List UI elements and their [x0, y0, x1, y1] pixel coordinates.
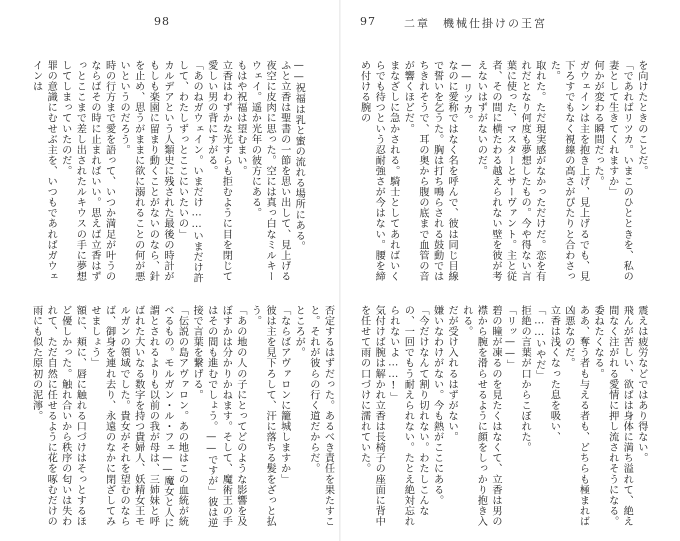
left-upper-text: ——祝福は乳と蜜の流れる場所にある。 ふと立香は聖書の一節を思い出して、見上げる夜空に皮肉に思った。空には真っ白なミルキーウェイ。遥か光年の彼方にある。 もはや祝福は望むまい。 立香はわずかな光すらも拒むように目を閉じて愛しい男の背にすがる。 「あのねガウェイン。いまだけ……いまだけ許して、わたしずっとここにいたいの」 カルデアという人類史に残された最後の時計がもしも楽園に留まり動くことがないのなら、針を止め、思うがままに欲に溺れることの何が悪いというのだろう。 時の行方まで愛を語って、いつか満足が叶うのならばその時に止まればいい。思えば立香はずっとここまで差し出されたルキウスの手に夢想してしまっていたのだ。 罪の意識にむせぶ主を、いつもであればガウェインは — [30, 60, 305, 284]
page-gutter — [339, 0, 341, 541]
left-page-body — [28, 60, 334, 530]
right-page-body — [356, 60, 654, 530]
running-chapter-title: 二章 機械仕掛けの王宮 — [404, 17, 547, 30]
right-upper-text: を向けたときのことだ。 「であればリツカ。いまこのひとときを、私の妻として生きてくれますか」 何かが変わる瞬間だった。 ガウェインは主を抱き上げ、見上げるでも、見下ろすでもなく視線の高さがぴたりと合わさった。 取れた。ただ現実感がなかっただけだ。恋を有れだとなり何度も夢想したもの。今や得ない言葉に使った、マスターとサーヴァント。主と従者、その間に横たわる越えられない壁を彼が考えないはずがないのだ。 ——リツカ。 なのに愛称ではなく名を呼んで、彼は同じ目線で誓いを乞うた。胸は打ち鳴らされる鼓動ではちきれそうで、耳の奥から腹の底まで血管の音が響くほどだ。 まなざしに急かされる。騎士としてあればいくらでも待つという忍耐強さが今はない。腰を締め付ける腕の — [358, 60, 647, 282]
right-lower-text: 震えは疲労などではあり得ない。 飛んが苦しい、欲ばは身体に満ち溢れて、絶え間なく注がれる愛情に押し流されそうになる。委ねたくなる。 ああ、奪う者も与える者も、どちらも極まれば凶悪なのだ。 立香は浅くなった息を吸い、 「……いやだ」 拒絶の言葉が口からこぼれた。 「リッ——」 碧の瞳が凍るのを見たくはなくて、立香は男の襟から腕を滑らせるように顔をしっかり抱き入れる。 だが受け入れるはずがない。 嫌いなわけがない。今も熱がここにある。 「今だけなんて割り切れない。わたしこんなの、一回でもう耐えられない。たとえ絶対忘れられないよ……!」 気付けば腕は解かれ立香は長椅子の座面に背中を任せて雨の口づけに濡れていた。 — [358, 305, 647, 527]
left-page-number: 98 — [154, 15, 170, 28]
left-upper-text-block — [28, 60, 318, 285]
right-lower-text-block — [356, 305, 654, 530]
left-lower-text: 否定するはずだった。あるべき責任を果たすこと。それが彼らの行く道だからだ。 ところが。 「ならばアヴァロンに籠城しますか」 彼は主を見下ろして、汗に落ちる髪をざっと払う。 「あの地の人の子にとってどのような影響を及ぼすかは分かりかねます。そして、魔術王の手はその間も進むでしょう。——ですが」彼は逆接で言葉を繋げる。 「伝説の島アヴァロン。あの地はこの血統が統べるもの。モルガン・ル・フェ——魔女と人に謂とされるよりも以前の我が母は、三姉妹と呼ばれた大いなる数字を持つ貴婦人、妖精女王モルガンの領域でした。貴女がそれを望むのならば、御身を連れ去り、永遠のなかに閉ざしてみせましょう」 額に、頬に、唇に触れる口づけはそっとするほど優しかった。触れ合いから秩序の匂いは失われて、ただ自然に任せるように花を啄むだけの雨にも似た原初の泥濘。 — [30, 305, 334, 529]
left-lower-text-block — [28, 305, 334, 530]
right-upper-text-block — [356, 60, 654, 285]
right-page-number: 97 — [360, 15, 376, 28]
